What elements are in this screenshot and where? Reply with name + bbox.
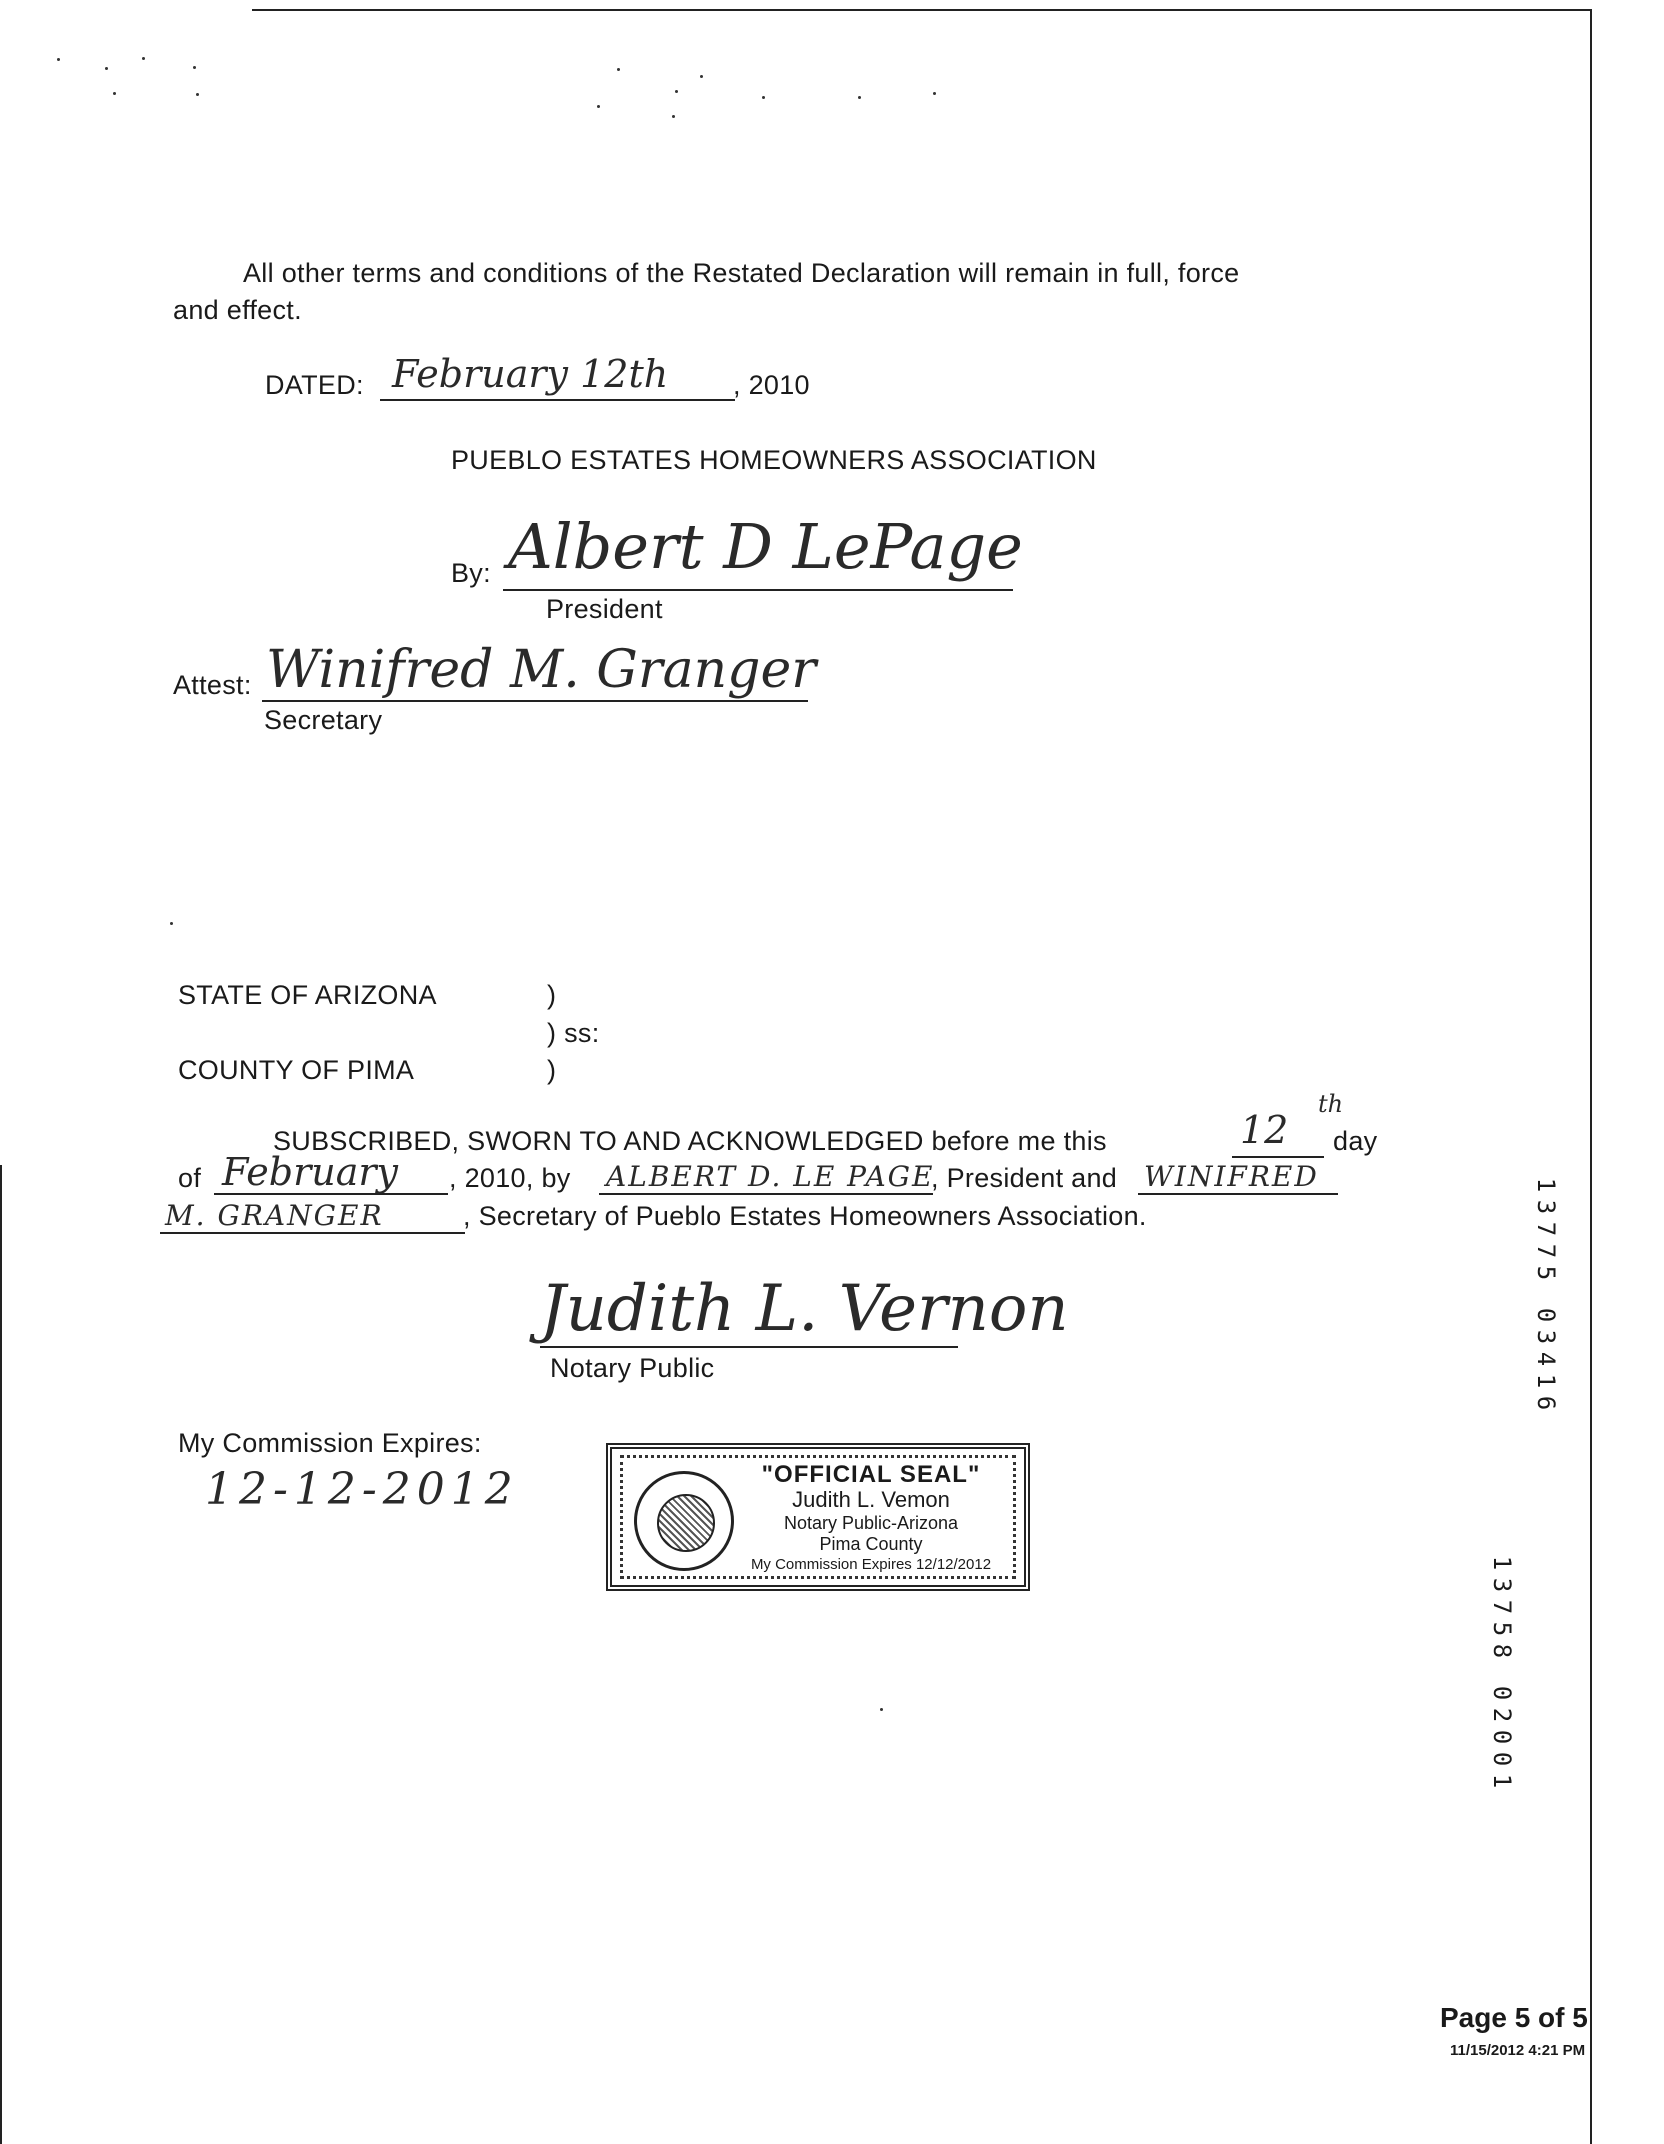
ack-president-name: ALBERT D. LE PAGE <box>606 1160 935 1193</box>
recording-stamp-digit: 0 <box>1488 1729 1516 1745</box>
recording-number-digit: 6 <box>1532 1395 1560 1411</box>
seal-title: Notary Public-Arizona <box>783 1513 959 1533</box>
ack-by-text: , 2010, by <box>449 1163 571 1193</box>
recording-stamp-digit: 7 <box>1488 1599 1516 1615</box>
top-border-line <box>252 9 1592 11</box>
state-seal-emblem-core <box>657 1494 715 1552</box>
scan-speck <box>880 1708 883 1711</box>
ack-secretary-first: WINIFRED <box>1144 1160 1319 1193</box>
ack-day-handwritten: 12 <box>1240 1108 1289 1152</box>
recording-number-digit: 4 <box>1532 1351 1560 1367</box>
by-title: President <box>546 594 663 624</box>
recording-stamp-digit: 0 <box>1488 1751 1516 1767</box>
dated-label: DATED: <box>265 370 364 400</box>
scan-speck <box>762 96 765 99</box>
attest-signature-line <box>262 700 808 702</box>
ack-secretary-last-underline <box>160 1232 465 1234</box>
scan-speck <box>105 67 108 70</box>
footer-timestamp: 11/15/2012 4:21 PM <box>1450 2042 1586 2059</box>
by-signature: Albert D LePage <box>508 510 1023 583</box>
recording-number-digit: 1 <box>1532 1373 1560 1389</box>
notary-signature-line <box>540 1346 958 1348</box>
scan-speck <box>675 90 678 93</box>
scan-speck <box>57 58 60 61</box>
ack-secretary-of: , Secretary of Pueblo Estates Homeowners Association. <box>463 1201 1147 1231</box>
right-border-line <box>1590 9 1592 2144</box>
commission-date-handwritten: 12-12-2012 <box>205 1464 519 1515</box>
dated-underline <box>380 399 735 401</box>
ack-secretary-last: M. GRANGER <box>165 1199 384 1232</box>
ack-president-underline <box>599 1193 933 1195</box>
recording-number-digit: 0 <box>1532 1307 1560 1323</box>
state-paren: ) <box>547 980 557 1010</box>
scan-speck <box>933 92 936 95</box>
county-paren: ) <box>547 1055 557 1085</box>
state-seal-emblem <box>634 1471 734 1571</box>
recording-stamp-digit: 2 <box>1488 1707 1516 1723</box>
recording-number-digit: 3 <box>1532 1329 1560 1345</box>
recording-stamp-digit: 3 <box>1488 1577 1516 1593</box>
paragraph-line-2: and effect. <box>173 295 302 325</box>
seal-name: Judith L. Vemon <box>792 1487 950 1512</box>
recording-stamp-digit: 1 <box>1488 1773 1516 1789</box>
scan-speck <box>672 115 675 118</box>
notary-title: Notary Public <box>550 1353 715 1383</box>
ack-day-suffix: th <box>1318 1090 1344 1118</box>
association-name: PUEBLO ESTATES HOMEOWNERS ASSOCIATION <box>451 445 1097 475</box>
recording-number-digit: 7 <box>1532 1243 1560 1259</box>
notary-signature: Judith L. Vernon <box>540 1272 1069 1346</box>
scan-speck <box>700 75 703 78</box>
scan-speck <box>597 105 600 108</box>
left-margin-line <box>0 1165 2 2144</box>
ss-label: ) ss: <box>547 1018 600 1048</box>
by-label: By: <box>451 558 491 588</box>
attest-title: Secretary <box>264 705 383 735</box>
scan-speck <box>142 57 145 60</box>
recording-stamp-digit: 8 <box>1488 1643 1516 1659</box>
scan-speck <box>193 66 196 69</box>
official-seal-stamp <box>606 1443 1030 1591</box>
recording-number-digit: 7 <box>1532 1221 1560 1237</box>
recording-stamp-digit: 5 <box>1488 1621 1516 1637</box>
seal-expires: My Commission Expires 12/12/2012 <box>750 1556 992 1573</box>
attest-signature: Winifred M. Granger <box>266 640 817 700</box>
dated-year: , 2010 <box>733 370 810 400</box>
commission-label: My Commission Expires: <box>178 1428 482 1458</box>
ack-day-underline <box>1232 1156 1324 1158</box>
recording-number-digit: 5 <box>1532 1265 1560 1281</box>
seal-heading: "OFFICIAL SEAL" <box>761 1461 981 1488</box>
ack-day-word: day <box>1333 1126 1378 1156</box>
by-signature-line <box>503 589 1013 591</box>
ack-line-1: SUBSCRIBED, SWORN TO AND ACKNOWLEDGED before me this <box>273 1126 1107 1156</box>
recording-stamp-digit: 1 <box>1488 1555 1516 1571</box>
ack-president-and: , President and <box>931 1163 1118 1193</box>
recording-number-digit: 3 <box>1532 1199 1560 1215</box>
paragraph-line-1: All other terms and conditions of the Restated Declaration will remain in full, force <box>243 258 1240 288</box>
seal-county: Pima County <box>819 1534 923 1554</box>
dated-handwritten-date: February 12th <box>392 352 669 396</box>
scan-speck <box>170 922 173 925</box>
state-label: STATE OF ARIZONA <box>178 980 437 1010</box>
ack-of-word: of <box>178 1163 202 1193</box>
scan-speck <box>196 93 199 96</box>
recording-stamp-digit: 0 <box>1488 1685 1516 1701</box>
recording-number-digit: 1 <box>1532 1177 1560 1193</box>
scan-speck <box>858 96 861 99</box>
scan-speck <box>113 92 116 95</box>
ack-secretary-first-underline <box>1138 1193 1338 1195</box>
scan-speck <box>617 68 620 71</box>
attest-label: Attest: <box>173 670 252 700</box>
ack-month-handwritten: February <box>222 1150 399 1194</box>
page-number: Page 5 of 5 <box>1440 2002 1588 2033</box>
county-label: COUNTY OF PIMA <box>178 1055 415 1085</box>
